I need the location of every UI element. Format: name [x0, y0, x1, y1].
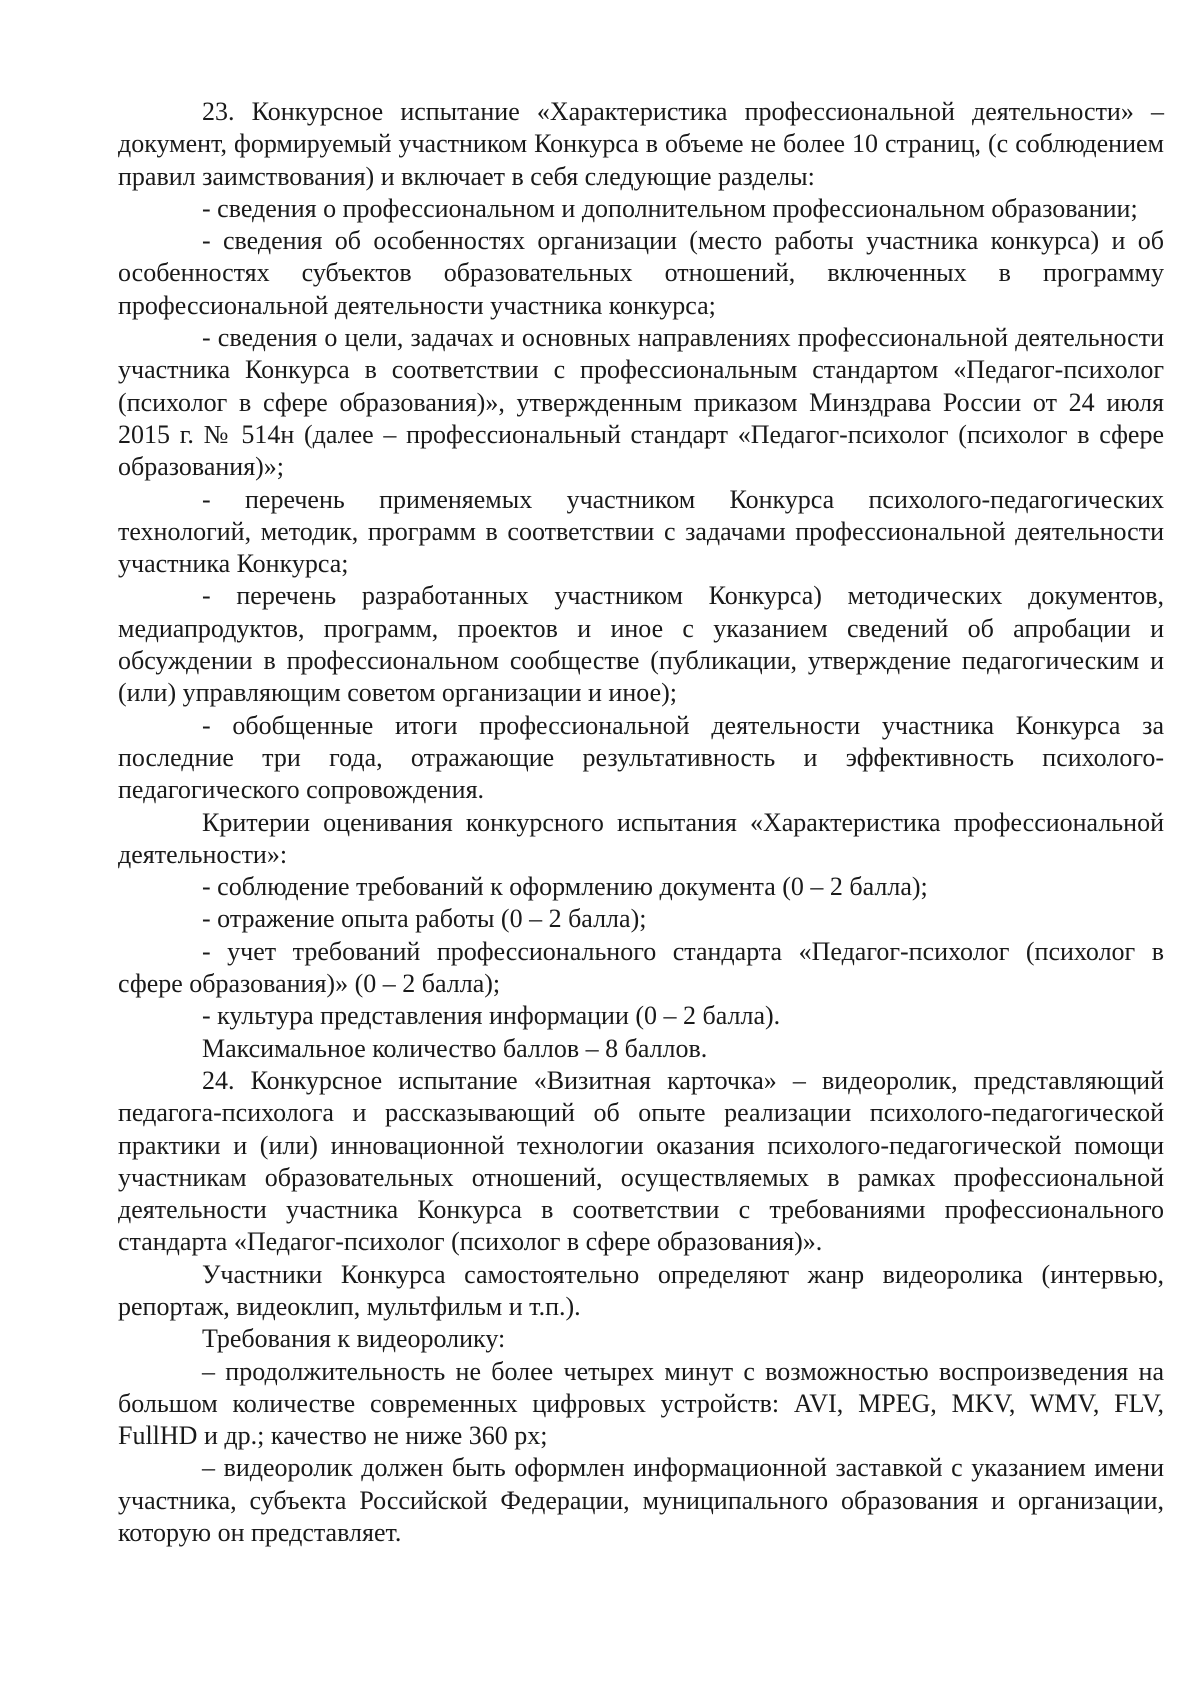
list-item-technologies: - перечень применяемых участником Конкурса психолого-педагогических технологий, методик, программ в соответствии с задачами профессиональной деятельности участника Конкурса; [118, 484, 1164, 579]
criteria-heading: Критерии оценивания конкурсного испытания «Характеристика профессиональной деятельности»: [118, 807, 1164, 869]
video-genre: Участники Конкурса самостоятельно определяют жанр видеоролика (интервью, репортаж, видеоклип, мультфильм и т.п.). [118, 1259, 1164, 1321]
criterion-experience: - отражение опыта работы (0 – 2 балла); [202, 904, 647, 934]
list-item-results: - обобщенные итоги профессиональной деятельности участника Конкурса за последние три года, отражающие результативность и эффективность психолого-педагогического сопровождения. [118, 710, 1164, 805]
list-item-education: - сведения о профессиональном и дополнительном профессиональном образовании; [202, 193, 1138, 223]
list-item-organization: - сведения об особенностях организации (место работы участника конкурса) и об особенностях субъектов образовательных отношений, включенных в программу профессиональной деятельности участника конкурса; [118, 226, 1164, 320]
criterion-culture: - культура представления информации (0 – 2 балла). [202, 1001, 781, 1031]
criterion-formatting: - соблюдение требований к оформлению документа (0 – 2 балла); [202, 872, 928, 902]
criterion-standard: - учет требований профессионального стандарта «Педагог-психолог (психолог в сфере образования)» (0 – 2 балла); [118, 936, 1164, 999]
list-item-developed-documents: - перечень разработанных участником Конкурса) методических документов, медиапродуктов, программ, проектов и иное с указанием сведений об апробации и обсуждении в профессиональном сообществе (публикации, утверждение педагогическим и (или) управляющим советом организации и иное); [118, 581, 1164, 708]
video-requirement-splash: – видеоролик должен быть оформлен информационной заставкой с указанием имени участника, субъекта Российской Федерации, муниципального образования и организации, которую он представляет. [118, 1453, 1164, 1548]
list-item-goals: - сведения о цели, задачах и основных направлениях профессиональной деятельности участника Конкурса в соответствии с профессиональным стандартом «Педагог-психолог (психолог в сфере образования)», утвержденным приказом Минздрава России от 24 июля 2015 г. № 514н (далее – профессиональный стандарт «Педагог-психолог (психолог в сфере образования)»; [118, 323, 1164, 482]
video-requirements-heading: Требования к видеоролику: [202, 1324, 506, 1354]
paragraph-23-intro: 23. Конкурсное испытание «Характеристика профессиональной деятельности» – документ, формируемый участником Конкурса в объеме не более 10 страниц, (с соблюдением правил заимствования) и включает в себя следующие разделы: [118, 97, 1164, 191]
paragraph-24-intro: 24. Конкурсное испытание «Визитная карточка» – видеоролик, представляющий педагога-психолога и рассказывающий об опыте реализации психолого-педагогической практики и (или) инновационной технологии оказания психолого-педагогической помощи участникам образовательных отношений, осуществляемых в рамках профессиональной деятельности участника Конкурса в соответствии с требованиями профессионального стандарта «Педагог-психолог (психолог в сфере образования)». [118, 1065, 1164, 1257]
document-body [118, 96, 1164, 1549]
max-score: Максимальное количество баллов – 8 баллов. [202, 1033, 708, 1063]
video-requirement-duration: – продолжительность не более четырех минут с возможностью воспроизведения на большом количестве современных цифровых устройств: AVI, MPEG, MKV, WMV, FLV, FullHD и др.; качество не ниже 360 px; [118, 1356, 1164, 1451]
